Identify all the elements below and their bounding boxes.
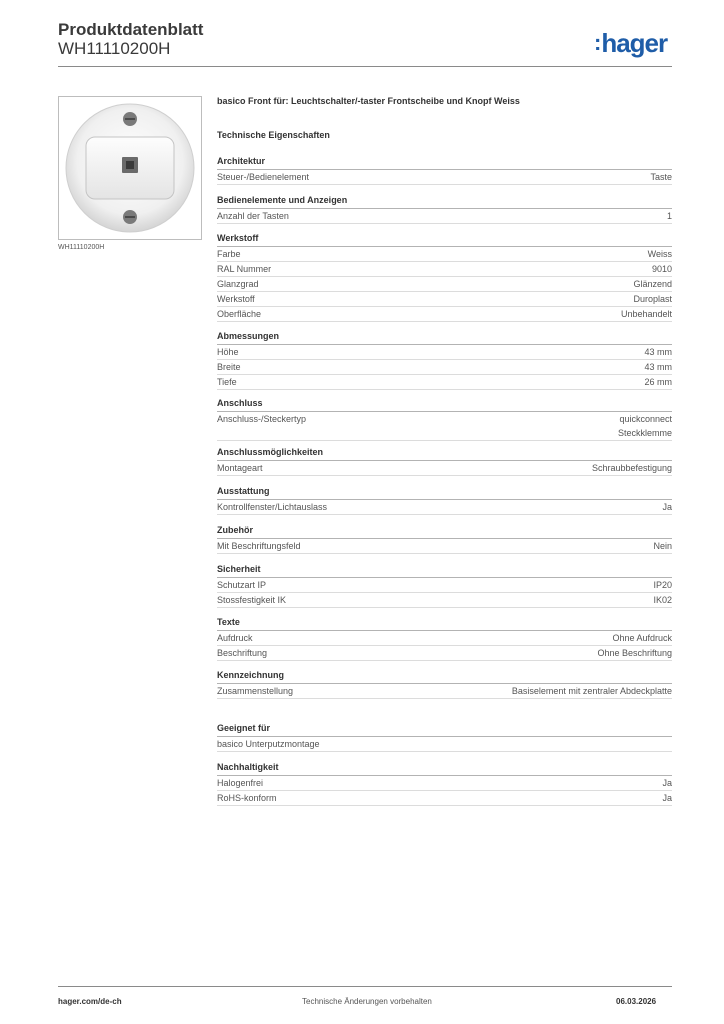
section-abmessungen bbox=[217, 330, 672, 390]
property-value: 1 bbox=[666, 211, 672, 221]
section-heading: Texte bbox=[217, 616, 672, 631]
property-value: IP20 bbox=[653, 580, 672, 590]
section-kennzeichnung bbox=[217, 669, 672, 699]
property-label: Werkstoff bbox=[217, 294, 255, 304]
section-werkstoff bbox=[217, 232, 672, 322]
section-heading: Zubehör bbox=[217, 524, 672, 539]
property-label: Anzahl der Tasten bbox=[217, 211, 289, 221]
property-value: Ja bbox=[662, 502, 672, 512]
property-row bbox=[217, 262, 672, 277]
property-row bbox=[217, 631, 672, 646]
property-row bbox=[217, 375, 672, 390]
property-value: Duroplast bbox=[633, 294, 672, 304]
footer-date: 06.03.2026 bbox=[616, 997, 657, 1006]
section-geeignet-fuer bbox=[217, 722, 672, 752]
property-label: Aufdruck bbox=[217, 633, 253, 643]
property-value: 26 mm bbox=[644, 377, 672, 387]
property-value: Ohne Beschriftung bbox=[597, 648, 672, 658]
section-heading: Geeignet für bbox=[217, 722, 672, 737]
property-row bbox=[217, 307, 672, 322]
technical-properties-heading: Technische Eigenschaften bbox=[217, 130, 330, 140]
section-heading: Werkstoff bbox=[217, 232, 672, 247]
property-value: 43 mm bbox=[644, 362, 672, 372]
property-row bbox=[217, 170, 672, 185]
section-heading: Abmessungen bbox=[217, 330, 672, 345]
property-row bbox=[217, 461, 672, 476]
section-heading: Architektur bbox=[217, 155, 672, 170]
section-heading: Kennzeichnung bbox=[217, 669, 672, 684]
section-heading: Ausstattung bbox=[217, 485, 672, 500]
footer-website-link[interactable]: hager.com/de-ch bbox=[58, 997, 122, 1006]
property-label: Steuer-/Bedienelement bbox=[217, 172, 310, 182]
section-heading: Anschluss bbox=[217, 397, 672, 412]
property-label: Kontrollfenster/Lichtauslass bbox=[217, 502, 328, 512]
section-zubehoer bbox=[217, 524, 672, 554]
property-label: RAL Nummer bbox=[217, 264, 272, 274]
property-label: Stossfestigkeit IK bbox=[217, 595, 287, 605]
property-value: Weiss bbox=[647, 249, 672, 259]
property-label: Anschluss-/Steckertyp bbox=[217, 414, 307, 424]
section-heading: Nachhaltigkeit bbox=[217, 761, 672, 776]
property-row bbox=[217, 578, 672, 593]
property-row bbox=[217, 539, 672, 554]
property-label: Farbe bbox=[217, 249, 241, 259]
property-value: IK02 bbox=[653, 595, 672, 605]
property-label: Beschriftung bbox=[217, 648, 268, 658]
property-label: Mit Beschriftungsfeld bbox=[217, 541, 301, 551]
property-row bbox=[217, 500, 672, 515]
property-label: Höhe bbox=[217, 347, 239, 357]
section-ausstattung bbox=[217, 485, 672, 515]
property-row bbox=[217, 277, 672, 292]
property-value: Ja bbox=[662, 778, 672, 788]
property-row bbox=[217, 412, 672, 441]
property-label: Breite bbox=[217, 362, 241, 372]
property-row bbox=[217, 593, 672, 608]
property-value: Glänzend bbox=[633, 279, 672, 289]
property-row bbox=[217, 209, 672, 224]
footer-disclaimer: Technische Änderungen vorbehalten bbox=[302, 997, 432, 1006]
section-heading: Anschlussmöglichkeiten bbox=[217, 446, 672, 461]
logo-text: hager bbox=[601, 28, 668, 58]
section-architektur bbox=[217, 155, 672, 185]
property-label: Montageart bbox=[217, 463, 263, 473]
property-label: Schutzart IP bbox=[217, 580, 267, 590]
property-row bbox=[217, 791, 672, 806]
property-value: Unbehandelt bbox=[620, 309, 672, 319]
property-label: Zusammenstellung bbox=[217, 686, 294, 696]
article-number: WH11110200H bbox=[58, 39, 171, 58]
property-value: 9010 bbox=[651, 264, 672, 274]
section-heading: Bedienelemente und Anzeigen bbox=[217, 194, 672, 209]
property-row bbox=[217, 646, 672, 661]
section-sicherheit bbox=[217, 563, 672, 608]
section-heading: Sicherheit bbox=[217, 563, 672, 578]
switch-front-illustration bbox=[59, 97, 201, 239]
property-row bbox=[217, 247, 672, 262]
product-image bbox=[58, 96, 202, 240]
property-label: basico Unterputzmontage bbox=[217, 739, 320, 749]
property-value: Ohne Aufdruck bbox=[612, 633, 672, 643]
property-value: Nein bbox=[653, 541, 672, 551]
section-nachhaltigkeit bbox=[217, 761, 672, 806]
property-value-line: Steckklemme bbox=[617, 428, 672, 438]
property-value: 43 mm bbox=[644, 347, 672, 357]
image-caption: WH11110200H bbox=[58, 244, 105, 251]
property-row bbox=[217, 292, 672, 307]
property-row bbox=[217, 684, 672, 699]
section-anschlussmoeglichkeiten bbox=[217, 446, 672, 476]
header-divider bbox=[58, 66, 672, 67]
product-title: basico Front für: Leuchtschalter/-taster Frontscheibe und Knopf Weiss bbox=[217, 96, 520, 106]
footer-divider bbox=[58, 986, 672, 987]
property-value: Basiselement mit zentraler Abdeckplatte bbox=[511, 686, 672, 696]
property-row bbox=[217, 360, 672, 375]
property-label: RoHS-konform bbox=[217, 793, 277, 803]
property-value bbox=[618, 412, 672, 440]
section-texte bbox=[217, 616, 672, 661]
hager-logo: :hager bbox=[594, 28, 668, 58]
section-anschluss bbox=[217, 397, 672, 441]
property-value: Ja bbox=[662, 793, 672, 803]
property-label: Glanzgrad bbox=[217, 279, 259, 289]
section-bedienelemente bbox=[217, 194, 672, 224]
property-value: Taste bbox=[650, 172, 672, 182]
property-value: Schraubbefestigung bbox=[591, 463, 672, 473]
property-label: Halogenfrei bbox=[217, 778, 264, 788]
property-row bbox=[217, 737, 672, 752]
property-label: Oberfläche bbox=[217, 309, 262, 319]
property-label: Tiefe bbox=[217, 377, 237, 387]
property-row bbox=[217, 345, 672, 360]
property-row bbox=[217, 776, 672, 791]
property-value-line: quickconnect bbox=[619, 414, 672, 424]
page-title: Produktdatenblatt bbox=[58, 20, 204, 39]
